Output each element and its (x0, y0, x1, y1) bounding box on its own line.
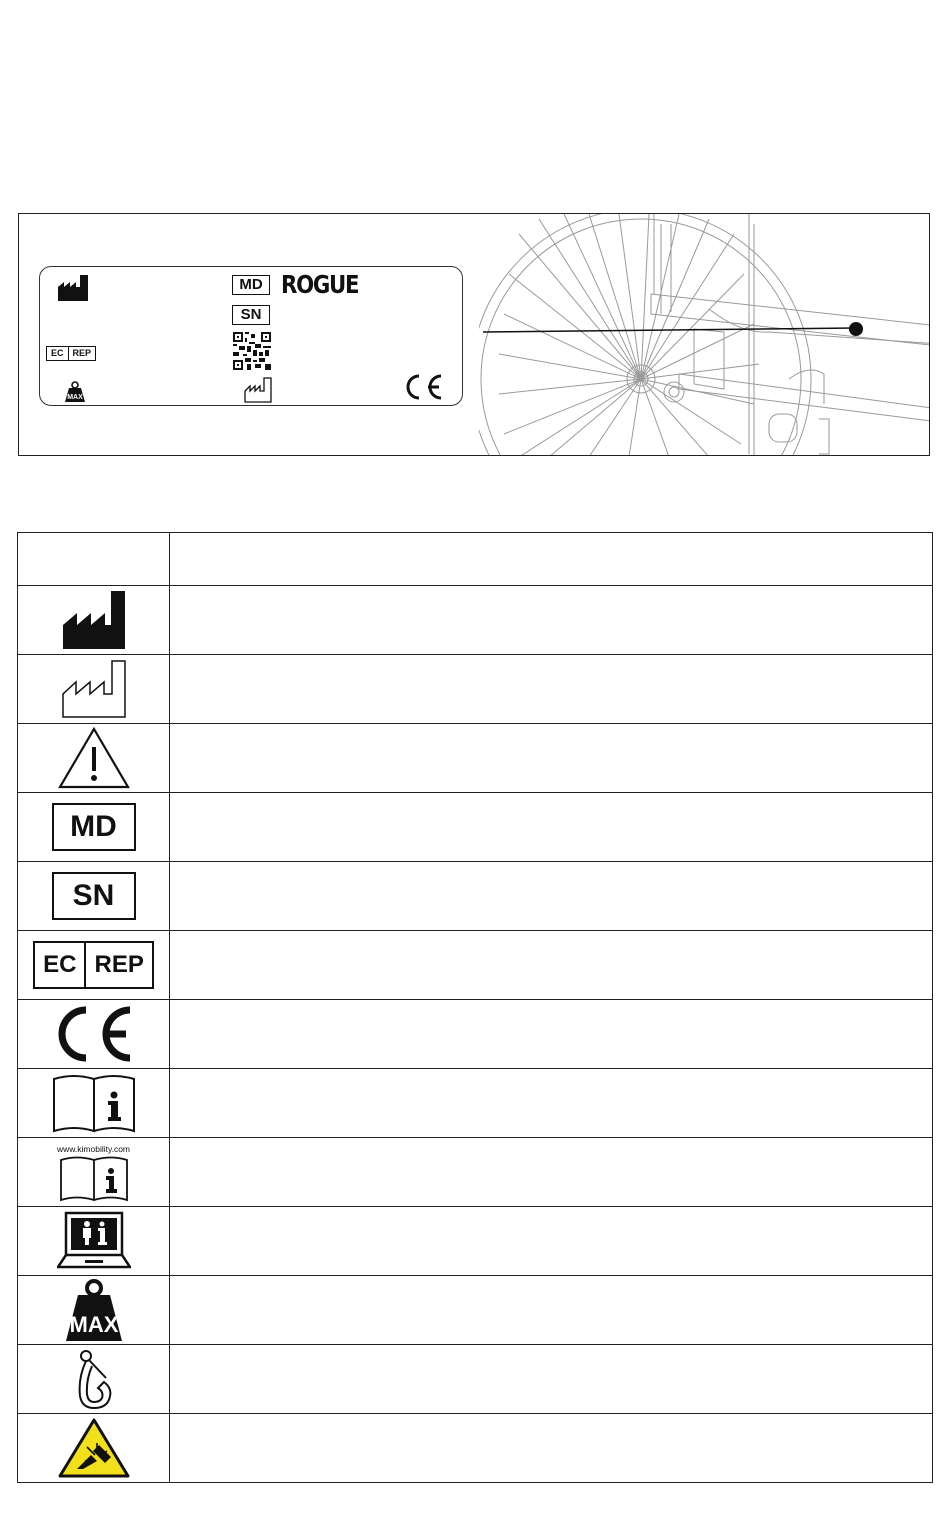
manufacturer-icon (58, 275, 88, 301)
table-row (18, 793, 933, 862)
date-of-manufacture-icon (62, 660, 126, 718)
max-text: MAX (69, 1312, 118, 1337)
row-description (170, 862, 933, 931)
wheelchair-label-figure (18, 213, 930, 456)
qr-code-icon (233, 332, 271, 370)
rep-text: REP (84, 943, 151, 987)
date-of-manufacture-icon (244, 377, 272, 403)
online-instructions-icon (18, 1138, 170, 1207)
rep-text: REP (69, 346, 97, 361)
warning-triangle-icon (58, 727, 130, 789)
sn-tag: SN (232, 305, 270, 325)
header-description-cell (170, 533, 933, 586)
table-row (18, 931, 933, 1000)
svg-text:MAX: MAX (67, 394, 83, 401)
row-description (170, 1345, 933, 1414)
ec-rep-tag (46, 346, 96, 361)
row-description (170, 1000, 933, 1069)
ce-mark-icon (402, 373, 444, 401)
instructions-manual-icon (52, 1073, 136, 1133)
ec-rep-icon (33, 941, 154, 989)
laptop-info-icon (57, 1211, 131, 1271)
product-label (39, 266, 463, 406)
max-weight-icon (64, 1278, 124, 1342)
table-header-row (18, 533, 933, 586)
serial-number-icon: SN (52, 872, 136, 920)
symbols-table (17, 532, 933, 1483)
row-description (170, 724, 933, 793)
table-row (18, 586, 933, 655)
table-row (18, 1000, 933, 1069)
row-description (170, 1069, 933, 1138)
row-description (170, 793, 933, 862)
table-row (18, 1207, 933, 1276)
table-row (18, 862, 933, 931)
ce-mark-icon (54, 1006, 134, 1062)
max-weight-icon (64, 381, 86, 403)
table-row (18, 1138, 933, 1207)
tie-down-hook-icon (72, 1348, 116, 1410)
row-description (170, 1414, 933, 1483)
website-url: www.kimobility.com (56, 1144, 131, 1154)
table-row (18, 724, 933, 793)
row-description (170, 1207, 933, 1276)
book-info-icon (59, 1154, 129, 1202)
brand-name: ROGUE (281, 270, 359, 299)
row-description (170, 1138, 933, 1207)
row-description (170, 1276, 933, 1345)
md-tag: MD (232, 275, 270, 295)
table-row (18, 655, 933, 724)
row-description (170, 931, 933, 1000)
wheelchair-drawing (479, 214, 930, 456)
manufacturer-icon (63, 591, 125, 649)
pinch-point-warning-icon (57, 1417, 131, 1479)
row-description (170, 586, 933, 655)
table-row (18, 1414, 933, 1483)
table-row (18, 1345, 933, 1414)
ec-text: EC (43, 951, 77, 978)
row-description (170, 655, 933, 724)
medical-device-icon: MD (52, 803, 136, 851)
table-row (18, 1276, 933, 1345)
header-symbol-cell (18, 533, 170, 586)
ec-text: EC (46, 346, 69, 361)
table-row (18, 1069, 933, 1138)
